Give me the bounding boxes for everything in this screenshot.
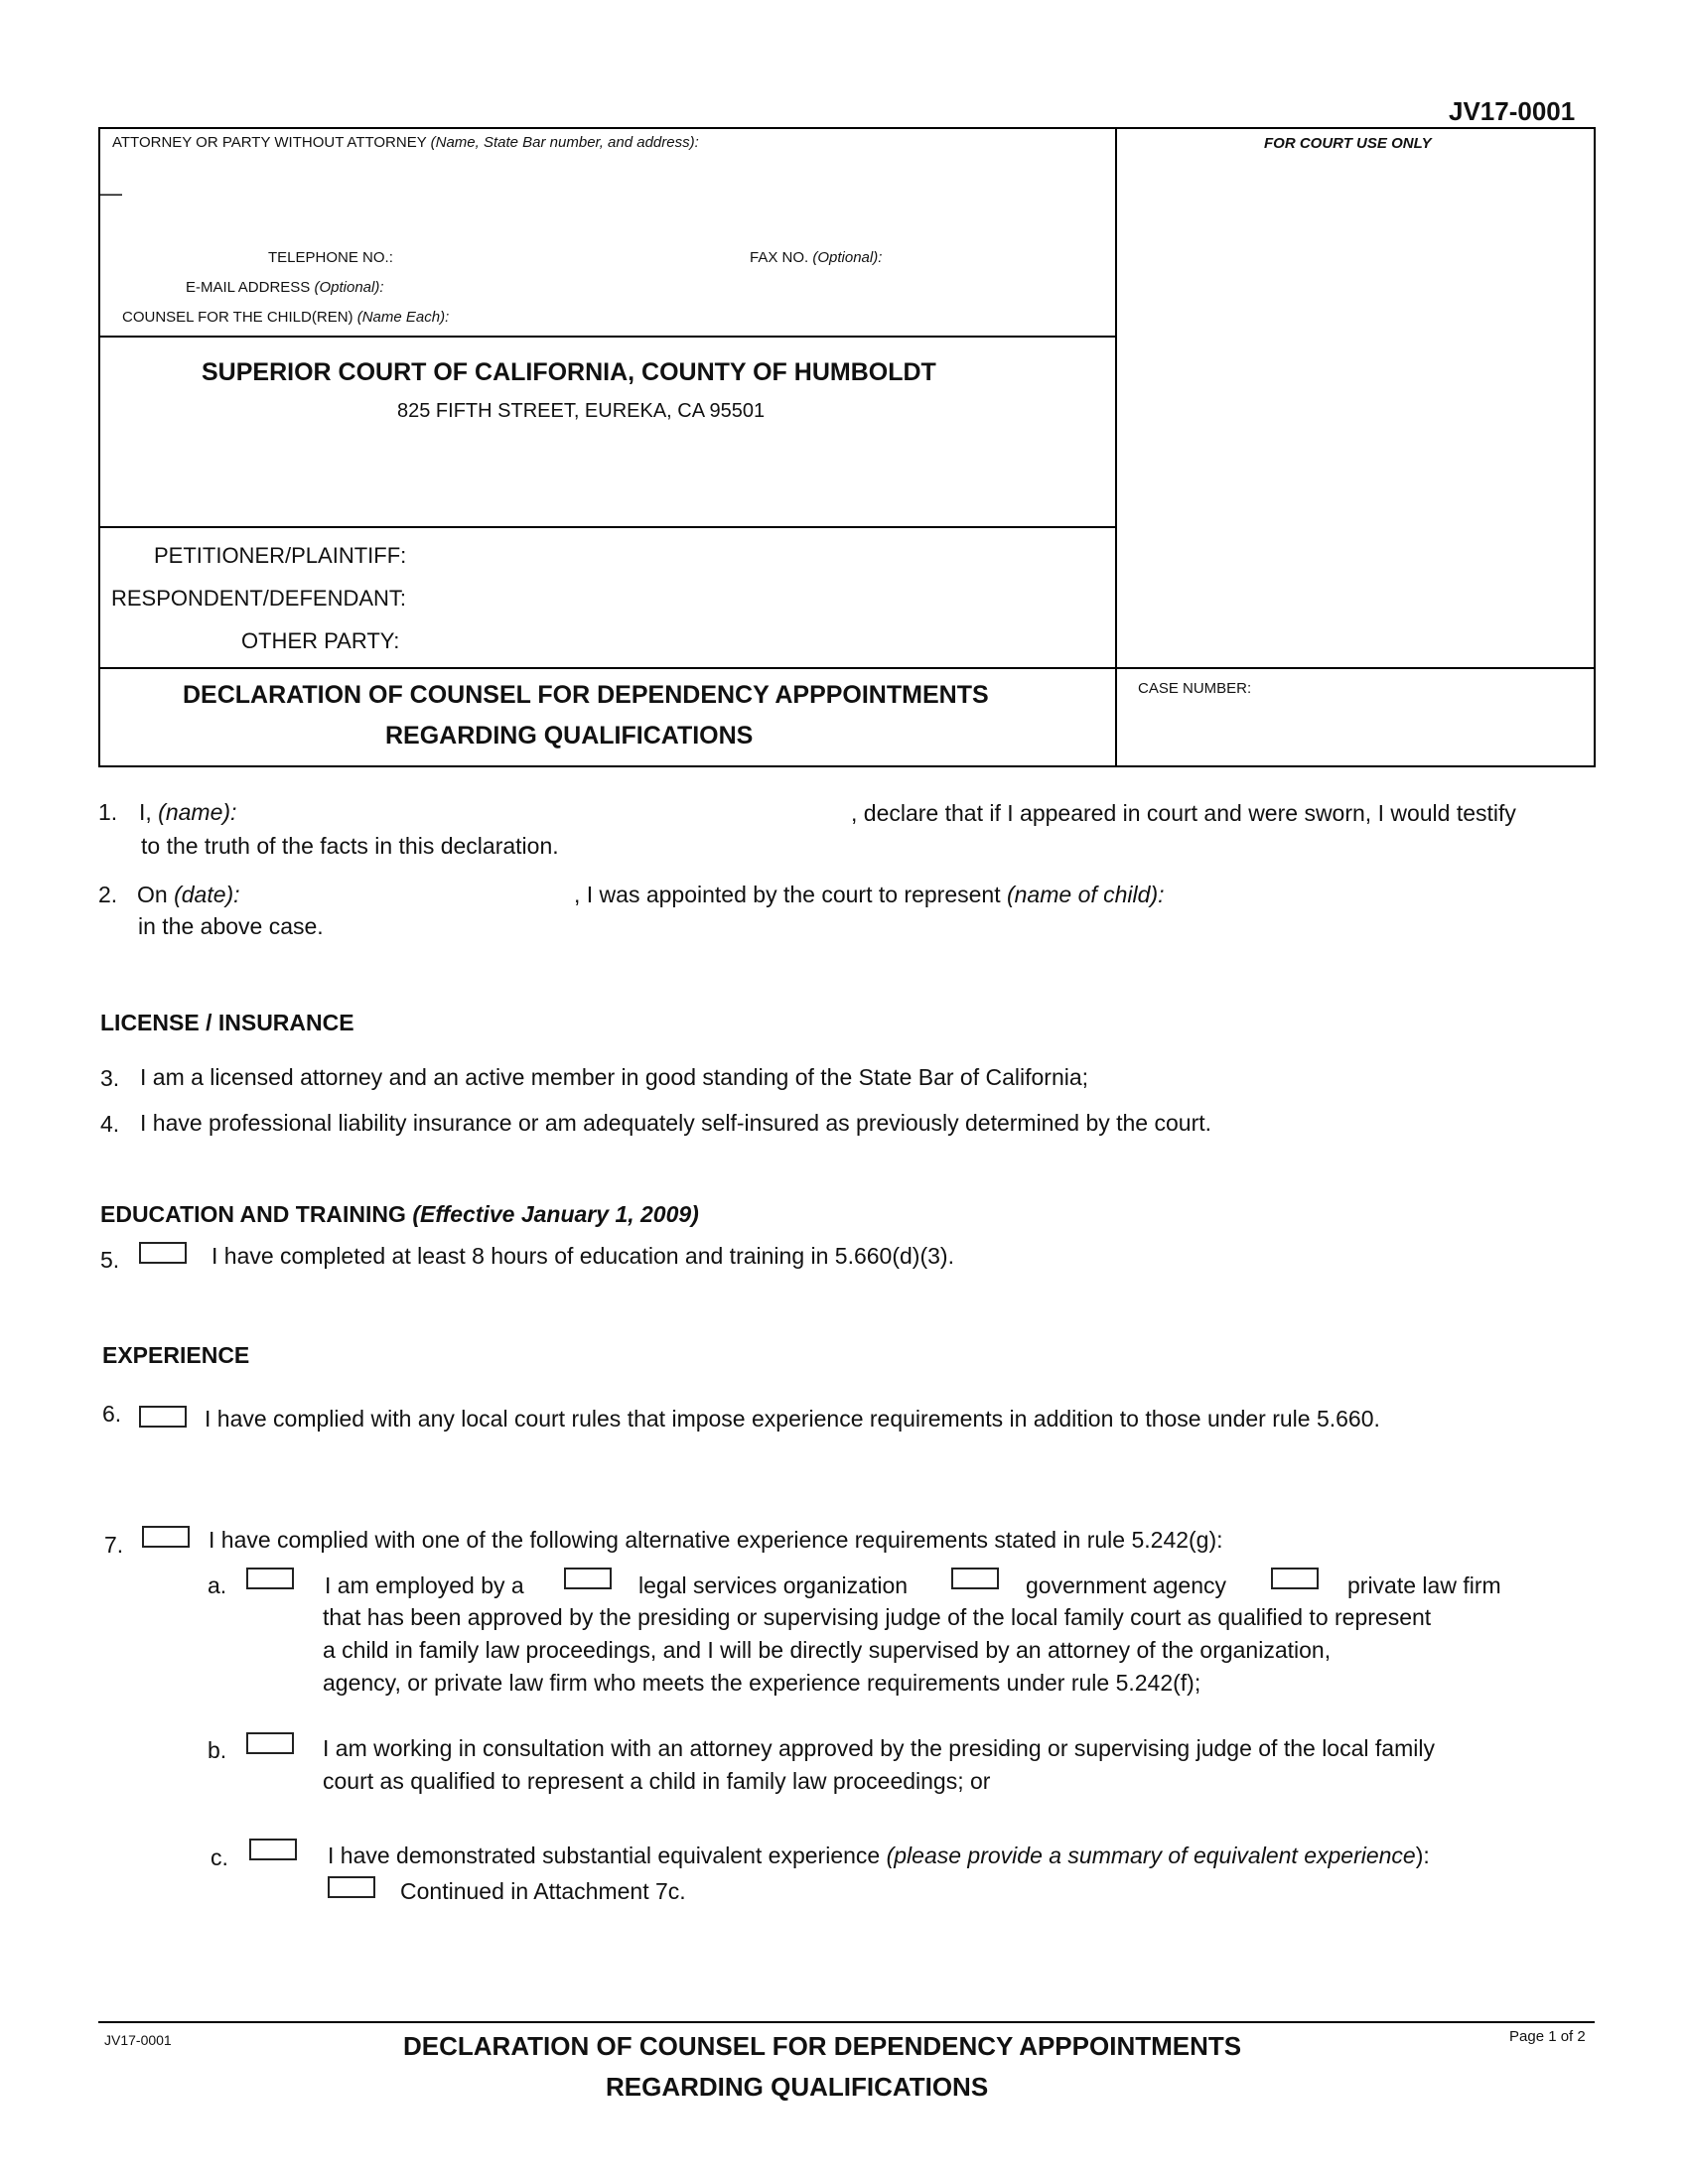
item7c-checkbox[interactable] bbox=[249, 1839, 297, 1860]
footer-form-number: JV17-0001 bbox=[104, 2032, 172, 2048]
court-use-label: FOR COURT USE ONLY bbox=[1264, 135, 1432, 152]
item7c-continued-checkbox[interactable] bbox=[328, 1876, 375, 1898]
item7a-employed-text: I am employed by a bbox=[325, 1572, 524, 1598]
item7c-hint: (please provide a summary of equivalent experience bbox=[886, 1843, 1416, 1868]
attorney-mark: — bbox=[100, 181, 122, 205]
item7a-line2: that has been approved by the presiding or supervising judge of the local family court as qualified to represent bbox=[323, 1604, 1432, 1630]
item1-number: 1. bbox=[98, 799, 118, 825]
item7b-letter: b. bbox=[208, 1737, 227, 1763]
item4-number: 4. bbox=[100, 1111, 120, 1137]
item7a-legal-services-checkbox[interactable] bbox=[564, 1568, 612, 1589]
item4-text: I have professional liability insurance or am adequately self-insured as previously determined by the court. bbox=[140, 1110, 1212, 1136]
item1-name-hint: (name): bbox=[158, 799, 237, 825]
education-heading: EDUCATION AND TRAINING bbox=[100, 1201, 406, 1227]
item7-checkbox[interactable] bbox=[142, 1526, 190, 1548]
item7c-letter: c. bbox=[211, 1844, 228, 1870]
footer-page: Page 1 of 2 bbox=[1509, 2028, 1586, 2045]
header-box-right bbox=[1594, 127, 1596, 767]
attorney-hint: (Name, State Bar number, and address): bbox=[430, 134, 699, 151]
form-title-line1: DECLARATION OF COUNSEL FOR DEPENDENCY APPPOINTMENTS bbox=[183, 681, 989, 709]
footer-title-line1: DECLARATION OF COUNSEL FOR DEPENDENCY APPPOINTMENTS bbox=[403, 2031, 1242, 2061]
item7a-government-label: government agency bbox=[1026, 1572, 1227, 1598]
header-column-divider bbox=[1115, 127, 1117, 767]
item6-text: I have complied with any local court rules that impose experience requirements in addition to those under rule 5.660. bbox=[205, 1406, 1380, 1432]
item1-prefix-row bbox=[139, 799, 236, 826]
license-heading: LICENSE / INSURANCE bbox=[100, 1010, 354, 1035]
counsel-label-row[interactable] bbox=[122, 309, 449, 326]
item7c-end: ): bbox=[1415, 1843, 1430, 1868]
footer-title-line2: REGARDING QUALIFICATIONS bbox=[606, 2072, 989, 2102]
item1-name-field[interactable] bbox=[258, 799, 844, 827]
item2-child-field[interactable] bbox=[1216, 882, 1584, 909]
education-heading-row bbox=[100, 1201, 699, 1228]
header-divider-attorney bbox=[98, 336, 1116, 338]
item2-child-hint: (name of child): bbox=[1006, 882, 1165, 907]
other-party-label[interactable]: OTHER PARTY: bbox=[241, 628, 400, 653]
item7a-government-checkbox[interactable] bbox=[951, 1568, 999, 1589]
item5-text: I have completed at least 8 hours of education and training in 5.660(d)(3). bbox=[211, 1243, 954, 1269]
item7a-line3: a child in family law proceedings, and I will be directly supervised by an attorney of the organization, bbox=[323, 1637, 1332, 1663]
item7a-checkbox[interactable] bbox=[246, 1568, 294, 1589]
experience-heading: EXPERIENCE bbox=[102, 1342, 250, 1368]
item2-text2: in the above case. bbox=[138, 913, 324, 939]
item1-text: , declare that if I appeared in court and were sworn, I would testify bbox=[851, 800, 1516, 826]
item7-number: 7. bbox=[104, 1532, 124, 1558]
counsel-hint: (Name Each): bbox=[356, 309, 450, 326]
education-effective: (Effective January 1, 2009) bbox=[412, 1201, 699, 1227]
header-box-left bbox=[98, 127, 100, 767]
email-hint: (Optional): bbox=[314, 279, 384, 296]
petitioner-label[interactable]: PETITIONER/PLAINTIFF: bbox=[154, 543, 407, 568]
item2-date-hint: (date): bbox=[174, 882, 240, 907]
attorney-label: ATTORNEY OR PARTY WITHOUT ATTORNEY bbox=[112, 134, 427, 151]
footer-rule bbox=[98, 2021, 1595, 2023]
item3-text: I am a licensed attorney and an active member in good standing of the State Bar of California; bbox=[140, 1064, 1089, 1090]
item5-number: 5. bbox=[100, 1247, 120, 1273]
header-divider-court bbox=[98, 526, 1116, 528]
attorney-label-row bbox=[112, 134, 699, 151]
header-divider-title bbox=[98, 667, 1596, 669]
fax-label: FAX NO. bbox=[750, 249, 809, 266]
item1-text2: to the truth of the facts in this declaration. bbox=[141, 833, 559, 859]
header-box-top bbox=[98, 127, 1595, 129]
item2-prefix-row bbox=[137, 882, 240, 908]
item7a-line4: agency, or private law firm who meets the experience requirements under rule 5.242(f); bbox=[323, 1670, 1201, 1696]
item5-checkbox[interactable] bbox=[139, 1242, 187, 1264]
court-name: SUPERIOR COURT OF CALIFORNIA, COUNTY OF HUMBOLDT bbox=[202, 358, 936, 386]
telephone-label[interactable]: TELEPHONE NO.: bbox=[268, 249, 393, 266]
fax-hint: (Optional): bbox=[812, 249, 883, 266]
header-box-bottom bbox=[98, 765, 1596, 767]
item2-prefix: On bbox=[137, 882, 168, 907]
email-label: E-MAIL ADDRESS bbox=[186, 279, 311, 296]
item7a-letter: a. bbox=[208, 1572, 227, 1598]
item7-text: I have complied with one of the following alternative experience requirements stated in rule 5.242(g): bbox=[209, 1527, 1223, 1553]
item7a-private-firm-label: private law firm bbox=[1347, 1572, 1501, 1598]
item7b-line1: I am working in consultation with an attorney approved by the presiding or supervising judge of the local family bbox=[323, 1735, 1435, 1761]
item6-number: 6. bbox=[102, 1401, 122, 1427]
item7c-text: I have demonstrated substantial equivalent experience bbox=[328, 1843, 881, 1868]
item1-prefix: I, bbox=[139, 799, 152, 825]
item7c-continued-label: Continued in Attachment 7c. bbox=[400, 1878, 686, 1904]
item2-number: 2. bbox=[98, 882, 118, 907]
form-title-line2: REGARDING QUALIFICATIONS bbox=[385, 722, 754, 750]
item7b-line2: court as qualified to represent a child in family law proceedings; or bbox=[323, 1768, 991, 1794]
item2-date-field[interactable] bbox=[258, 882, 566, 909]
respondent-label[interactable]: RESPONDENT/DEFENDANT: bbox=[111, 586, 407, 611]
fax-label-row[interactable] bbox=[750, 249, 882, 266]
item3-number: 3. bbox=[100, 1065, 120, 1091]
item7a-legal-services-label: legal services organization bbox=[638, 1572, 909, 1598]
item7a-private-firm-checkbox[interactable] bbox=[1271, 1568, 1319, 1589]
item2-text: , I was appointed by the court to represent bbox=[574, 882, 1001, 907]
item7c-text-row bbox=[328, 1843, 1430, 1869]
email-label-row[interactable] bbox=[186, 279, 384, 296]
counsel-label: COUNSEL FOR THE CHILD(REN) bbox=[122, 309, 353, 326]
item7b-checkbox[interactable] bbox=[246, 1732, 294, 1754]
item2-text-row bbox=[574, 882, 1165, 908]
case-number-label[interactable]: CASE NUMBER: bbox=[1138, 680, 1252, 697]
form-number: JV17-0001 bbox=[1449, 96, 1576, 126]
item6-checkbox[interactable] bbox=[139, 1406, 187, 1428]
court-address: 825 FIFTH STREET, EUREKA, CA 95501 bbox=[397, 400, 766, 422]
